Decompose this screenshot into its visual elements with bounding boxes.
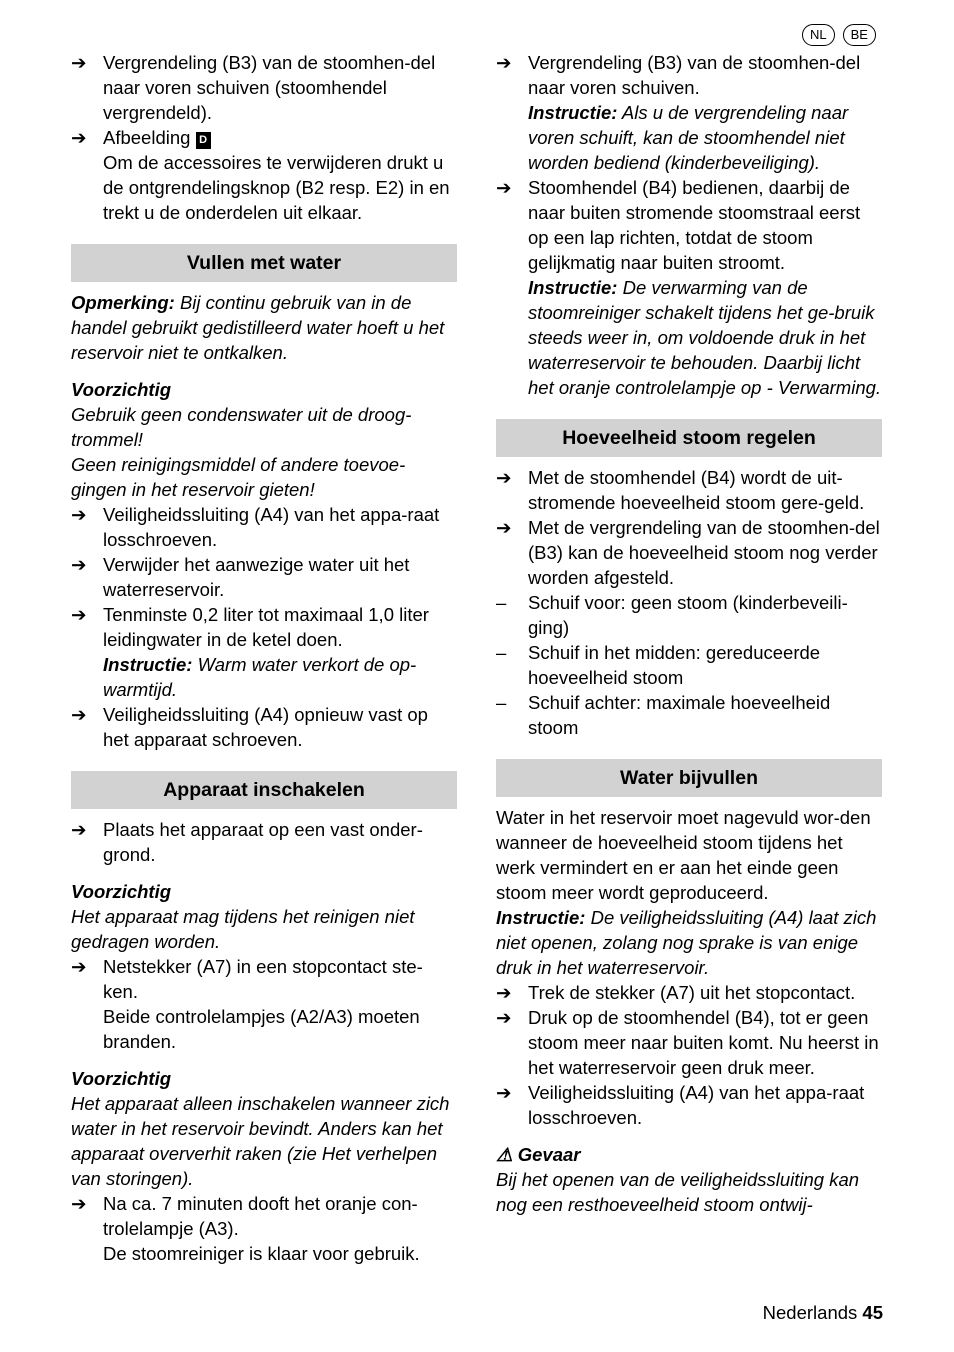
arrow-right-icon: ➔ [496,1082,512,1103]
bullet-item: ➔ Veiligheidssluiting (A4) opnieuw vast op het apparaat schroeven. [71,704,428,750]
section-heading: Hoeveelheid stoom regelen [496,419,882,457]
arrow-right-icon: ➔ [496,467,512,488]
bullet-item: ➔ Met de stoomhendel (B4) wordt de uit-stromende hoeveelheid stoom gere-geld. [496,467,865,513]
bullet-item: ➔ Plaats het apparaat op een vast onder-grond. [71,819,423,865]
arrow-right-icon: ➔ [496,982,512,1003]
arrow-right-icon: ➔ [71,554,87,575]
danger-text: Bij het openen van de veiligheidssluiting kan nog een resthoeveelheid stoom ontwij- [496,1169,860,1215]
arrow-right-icon: ➔ [496,1007,512,1028]
dash-marker: – [496,692,507,713]
note-paragraph: Opmerking: Bij continu gebruik van in de handel gebruikt gedistilleerd water hoeft u het reservoir niet te ontkalken. [71,292,445,363]
arrow-right-icon: ➔ [496,177,512,198]
body-paragraph: Water in het reservoir moet nagevuld wor-den wanneer de hoeveelheid stoom tijdens het werk vermindert en er aan het einde geen stoom meer wordt geproduceerd. [496,807,871,903]
section-heading: Water bijvullen [496,759,882,797]
arrow-right-icon: ➔ [496,517,512,538]
dash-item: – Schuif in het midden: gereduceerde hoeveelheid stoom [496,642,821,688]
caution-text: Het apparaat mag tijdens het reinigen niet gedragen worden. [71,906,415,952]
arrow-right-icon: ➔ [71,604,87,625]
bullet-item: ➔ Stoomhendel (B4) bedienen, daarbij de naar buiten stromende stoomstraal eerst op een lap richten, totdat de stoom gelijkmatig naar buiten stroomt. Instructie: De verwarming van de stoomreiniger schakelt tijdens het ge-bruik steeds weer in, om voldoende druk in het waterreservoir te behouden. Daarbij licht het oranje controlelampje op - Verwarming. [496,177,882,398]
arrow-right-icon: ➔ [71,704,87,725]
right-column [496,50,882,1217]
caution-label: Voorzichtig [71,881,172,902]
lang-badge-be: BE [843,24,876,46]
dash-marker: – [496,642,507,663]
caution-text: Geen reinigingsmiddel of andere toevoe-gingen in het reservoir gieten! [71,454,406,500]
bullet-item: ➔ Netstekker (A7) in een stopcontact ste-ken. Beide controlelampjes (A2/A3) moeten branden. [71,956,423,1052]
bullet-item: ➔ Met de vergrendeling van de stoomhen-del (B3) kan de hoeveelheid stoom nog verder worden afgesteld. [496,517,880,588]
bullet-item: ➔ Vergrendeling (B3) van de stoomhen-del naar voren schuiven. Instructie: Als u de vergrendeling naar voren schuift, kan de stoomhendel niet worden bediend (kinderbeveiliging). [496,52,861,173]
bullet-item: ➔ Afbeelding D Om de accessoires te verwijderen drukt u de ontgrendelingsknop (B2 resp. E2) in en trekt u de onderdelen uit elkaar. [71,127,450,223]
dash-marker: – [496,592,507,613]
dash-item: – Schuif voor: geen stoom (kinderbeveili-ging) [496,592,848,638]
section-heading: Apparaat inschakelen [71,771,457,809]
arrow-right-icon: ➔ [71,52,87,73]
arrow-right-icon: ➔ [71,956,87,977]
caution-text: Gebruik geen condenswater uit de droog-trommel! [71,404,412,450]
bullet-item: ➔ Veiligheidssluiting (A4) van het appa-raat losschroeven. [496,1082,865,1128]
language-badges [802,24,876,46]
danger-label: ⚠ Gevaar [496,1144,581,1165]
arrow-right-icon: ➔ [71,504,87,525]
instruction-paragraph: Instructie: De veiligheidssluiting (A4) laat zich niet openen, zolang nog sprake is van enige druk in het waterreservoir. [496,907,877,978]
figure-d-icon: D [196,132,211,149]
bullet-item: ➔ Veiligheidssluiting (A4) van het appa-raat losschroeven. [71,504,440,550]
page-number: 45 [862,1302,883,1323]
caution-label: Voorzichtig [71,379,172,400]
caution-label: Voorzichtig [71,1068,172,1089]
page-footer [763,1302,883,1324]
bullet-item: ➔ Trek de stekker (A7) uit het stopcontact. [496,982,856,1003]
figure-reference-label: Afbeelding [103,127,191,148]
bullet-item: ➔ Verwijder het aanwezige water uit het waterreservoir. [71,554,410,600]
footer-language: Nederlands [762,1302,858,1323]
arrow-right-icon: ➔ [71,127,87,148]
caution-text: Het apparaat alleen inschakelen wanneer zich water in het reservoir bevindt. Anders kan het apparaat oververhit raken (zie Het verhelpen van storingen). [71,1093,450,1189]
bullet-item: ➔ Druk op de stoomhendel (B4), tot er geen stoom meer naar buiten komt. Nu heerst in het waterreservoir geen druk meer. [496,1007,879,1078]
left-column [71,50,457,1266]
arrow-right-icon: ➔ [496,52,512,73]
bullet-item: ➔ Tenminste 0,2 liter tot maximaal 1,0 liter leidingwater in de ketel doen. Instructie: Warm water verkort de op-warmtijd. [71,604,429,700]
arrow-right-icon: ➔ [71,819,87,840]
bullet-item: ➔ Na ca. 7 minuten dooft het oranje con-trolelampje (A3). De stoomreiniger is klaar voor gebruik. [71,1193,420,1264]
lang-badge-nl: NL [802,24,835,46]
arrow-right-icon: ➔ [71,1193,87,1214]
warning-triangle-icon: ⚠ [496,1144,513,1165]
dash-item: – Schuif achter: maximale hoeveelheid stoom [496,692,831,738]
section-heading: Vullen met water [71,244,457,282]
bullet-item: ➔ Vergrendeling (B3) van de stoomhen-del naar voren schuiven (stoomhendel vergrendeld). [71,52,436,123]
